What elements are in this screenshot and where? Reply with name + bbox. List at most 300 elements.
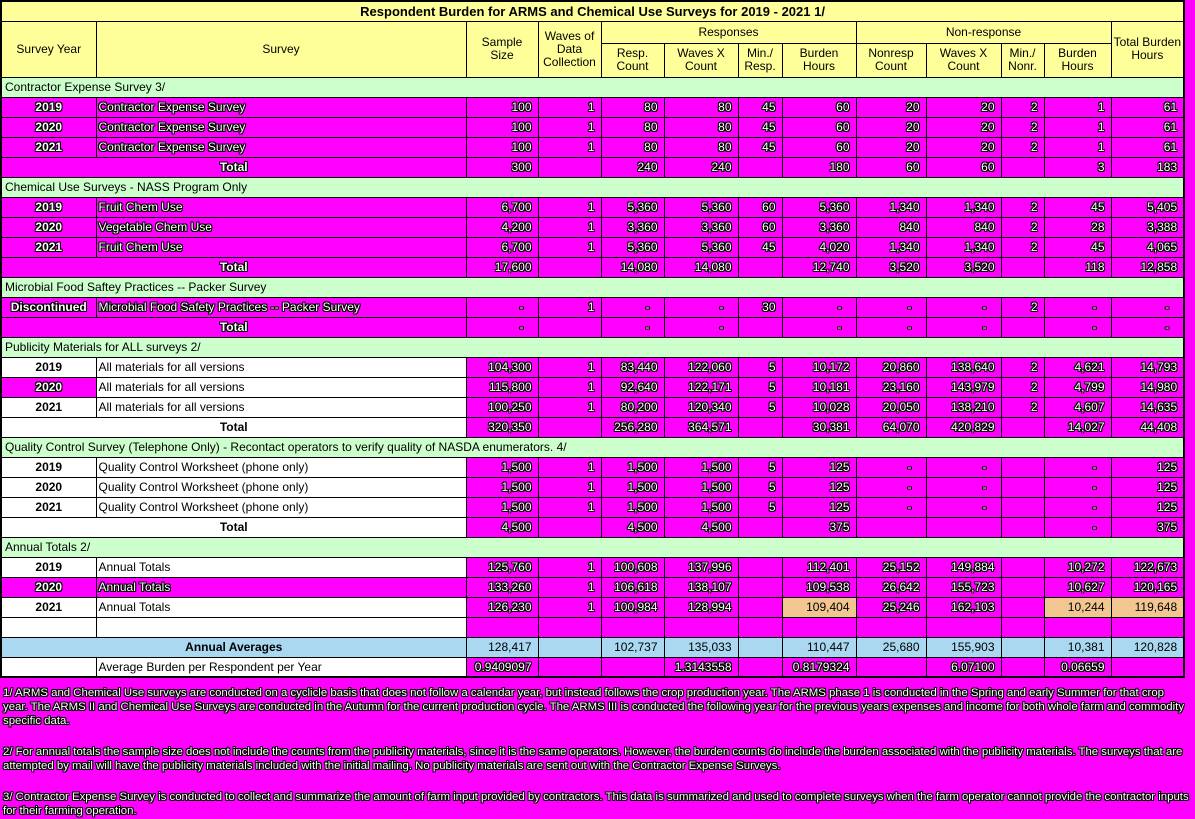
value-cell[interactable]	[1044, 617, 1111, 637]
value-cell[interactable]: 100,608	[601, 557, 664, 577]
value-cell[interactable]: 1	[538, 457, 601, 477]
col-header-resp-count[interactable]: Resp. Count	[601, 43, 664, 77]
value-cell[interactable]: 3,520	[926, 257, 1001, 277]
value-cell[interactable]: 60	[738, 197, 782, 217]
value-cell[interactable]: 126,230	[466, 597, 538, 617]
value-cell[interactable]: -	[664, 317, 738, 337]
value-cell[interactable]: 122,171	[664, 377, 738, 397]
value-cell[interactable]: -	[926, 457, 1001, 477]
value-cell[interactable]: 125	[782, 457, 856, 477]
value-cell[interactable]	[538, 317, 601, 337]
value-cell[interactable]: 122,673	[1111, 557, 1184, 577]
value-cell[interactable]	[538, 657, 601, 677]
value-cell[interactable]	[538, 637, 601, 657]
value-cell[interactable]	[738, 577, 782, 597]
value-cell[interactable]: 5,405	[1111, 197, 1184, 217]
value-cell[interactable]: 125,760	[466, 557, 538, 577]
value-cell[interactable]: 1	[538, 117, 601, 137]
value-cell[interactable]: 122,060	[664, 357, 738, 377]
value-cell[interactable]: 100,984	[601, 597, 664, 617]
total-label-cell[interactable]: Total	[1, 157, 466, 177]
value-cell[interactable]	[466, 617, 538, 637]
value-cell[interactable]	[1111, 617, 1184, 637]
value-cell[interactable]: 100	[466, 137, 538, 157]
value-cell[interactable]	[538, 257, 601, 277]
value-cell[interactable]: -	[856, 457, 926, 477]
value-cell[interactable]: -	[466, 317, 538, 337]
value-cell[interactable]: 80	[664, 137, 738, 157]
value-cell[interactable]	[782, 617, 856, 637]
value-cell[interactable]: -	[926, 497, 1001, 517]
value-cell[interactable]: 118	[1044, 257, 1111, 277]
value-cell[interactable]: 1	[538, 217, 601, 237]
value-cell[interactable]: 125	[782, 497, 856, 517]
value-cell[interactable]	[1001, 257, 1044, 277]
survey-cell[interactable]: Annual Totals	[96, 597, 466, 617]
value-cell[interactable]: 80	[601, 137, 664, 157]
survey-cell[interactable]: Quality Control Worksheet (phone only)	[96, 477, 466, 497]
value-cell[interactable]: 137,996	[664, 557, 738, 577]
value-cell[interactable]	[738, 657, 782, 677]
value-cell[interactable]: 25,246	[856, 597, 926, 617]
value-cell[interactable]: 4,500	[664, 517, 738, 537]
value-cell[interactable]: 3,360	[664, 217, 738, 237]
value-cell[interactable]: 14,980	[1111, 377, 1184, 397]
year-cell[interactable]: 2019	[1, 97, 96, 117]
year-cell[interactable]: 2019	[1, 357, 96, 377]
value-cell[interactable]	[1001, 157, 1044, 177]
value-cell[interactable]: 106,618	[601, 577, 664, 597]
value-cell[interactable]: 12,740	[782, 257, 856, 277]
year-cell[interactable]: 2020	[1, 117, 96, 137]
col-header-total-burden[interactable]: Total Burden Hours	[1111, 21, 1184, 77]
section-header[interactable]: Contractor Expense Survey 3/	[1, 77, 1184, 97]
value-cell[interactable]: 1,340	[856, 197, 926, 217]
value-cell[interactable]: 110,447	[782, 637, 856, 657]
value-cell[interactable]: 14,080	[601, 257, 664, 277]
col-header-nonresp-count[interactable]: Nonresp Count	[856, 43, 926, 77]
value-cell[interactable]: 23,160	[856, 377, 926, 397]
value-cell[interactable]: 1	[538, 377, 601, 397]
value-cell[interactable]: 125	[782, 477, 856, 497]
section-header[interactable]: Chemical Use Surveys - NASS Program Only	[1, 177, 1184, 197]
value-cell[interactable]: 1	[538, 237, 601, 257]
section-header[interactable]: Publicity Materials for ALL surveys 2/	[1, 337, 1184, 357]
value-cell[interactable]: 45	[738, 97, 782, 117]
value-cell[interactable]	[738, 557, 782, 577]
value-cell[interactable]: 17,600	[466, 257, 538, 277]
col-header-nonresp-burden-hours[interactable]: Burden Hours	[1044, 43, 1111, 77]
value-cell[interactable]: 10,028	[782, 397, 856, 417]
value-cell[interactable]: 3,360	[782, 217, 856, 237]
value-cell[interactable]: 115,800	[466, 377, 538, 397]
value-cell[interactable]: 119,648	[1111, 597, 1184, 617]
col-group-nonresponse[interactable]: Non-response	[856, 21, 1111, 43]
value-cell[interactable]: 20	[856, 137, 926, 157]
value-cell[interactable]: 100,250	[466, 397, 538, 417]
survey-cell[interactable]	[96, 617, 466, 637]
value-cell[interactable]: 138,107	[664, 577, 738, 597]
value-cell[interactable]: 45	[738, 237, 782, 257]
value-cell[interactable]: 80	[601, 97, 664, 117]
value-cell[interactable]: 10,381	[1044, 637, 1111, 657]
value-cell[interactable]: 1.3143558	[664, 657, 738, 677]
section-header[interactable]: Quality Control Survey (Telephone Only) - Recontact operators to verify quality of NASDA enumerators. 4/	[1, 437, 1184, 457]
value-cell[interactable]: 1	[538, 497, 601, 517]
value-cell[interactable]: 138,640	[926, 357, 1001, 377]
value-cell[interactable]: 1	[538, 557, 601, 577]
survey-cell[interactable]: Annual Totals	[96, 557, 466, 577]
value-cell[interactable]: 60	[738, 217, 782, 237]
year-cell[interactable]: 2021	[1, 137, 96, 157]
value-cell[interactable]: 320,350	[466, 417, 538, 437]
value-cell[interactable]: 2	[1001, 137, 1044, 157]
year-cell[interactable]: 2019	[1, 197, 96, 217]
value-cell[interactable]: -	[601, 297, 664, 317]
year-cell[interactable]: 2021	[1, 497, 96, 517]
value-cell[interactable]	[1001, 637, 1044, 657]
value-cell[interactable]	[1001, 457, 1044, 477]
value-cell[interactable]	[856, 517, 926, 537]
value-cell[interactable]: -	[1111, 317, 1184, 337]
col-header-survey[interactable]: Survey	[96, 21, 466, 77]
value-cell[interactable]: 26,642	[856, 577, 926, 597]
value-cell[interactable]: 20	[856, 97, 926, 117]
year-cell[interactable]: 2019	[1, 557, 96, 577]
value-cell[interactable]: 3,388	[1111, 217, 1184, 237]
value-cell[interactable]: 4,500	[466, 517, 538, 537]
value-cell[interactable]: 5	[738, 377, 782, 397]
year-cell[interactable]: 2021	[1, 237, 96, 257]
value-cell[interactable]	[738, 517, 782, 537]
value-cell[interactable]: 138,210	[926, 397, 1001, 417]
value-cell[interactable]: 10,244	[1044, 597, 1111, 617]
col-header-sample-size[interactable]: Sample Size	[466, 21, 538, 77]
value-cell[interactable]	[1001, 477, 1044, 497]
value-cell[interactable]: 4,200	[466, 217, 538, 237]
value-cell[interactable]: 14,080	[664, 257, 738, 277]
survey-cell[interactable]: Quality Control Worksheet (phone only)	[96, 497, 466, 517]
value-cell[interactable]: 45	[738, 117, 782, 137]
year-cell[interactable]: 2020	[1, 377, 96, 397]
value-cell[interactable]: -	[782, 297, 856, 317]
value-cell[interactable]: 109,404	[782, 597, 856, 617]
value-cell[interactable]: 80	[664, 97, 738, 117]
col-header-min-resp[interactable]: Min./ Resp.	[738, 43, 782, 77]
survey-cell[interactable]: Quality Control Worksheet (phone only)	[96, 457, 466, 477]
value-cell[interactable]: 149,884	[926, 557, 1001, 577]
value-cell[interactable]: 1,500	[466, 457, 538, 477]
value-cell[interactable]: 420,829	[926, 417, 1001, 437]
year-cell[interactable]: 2019	[1, 457, 96, 477]
value-cell[interactable]: 3,360	[601, 217, 664, 237]
year-cell[interactable]: 2020	[1, 577, 96, 597]
survey-cell[interactable]: Annual Totals	[96, 577, 466, 597]
value-cell[interactable]: 2	[1001, 397, 1044, 417]
survey-cell[interactable]: Vegetable Chem Use	[96, 217, 466, 237]
value-cell[interactable]: 1,500	[601, 497, 664, 517]
value-cell[interactable]: 30,381	[782, 417, 856, 437]
value-cell[interactable]	[664, 617, 738, 637]
value-cell[interactable]: 5	[738, 357, 782, 377]
value-cell[interactable]: 1	[538, 577, 601, 597]
value-cell[interactable]: 5,360	[601, 237, 664, 257]
value-cell[interactable]: 2	[1001, 97, 1044, 117]
total-label-cell[interactable]: Total	[1, 257, 466, 277]
value-cell[interactable]	[1001, 657, 1044, 677]
value-cell[interactable]: 60	[856, 157, 926, 177]
value-cell[interactable]: -	[926, 317, 1001, 337]
value-cell[interactable]: 4,607	[1044, 397, 1111, 417]
value-cell[interactable]: -	[1044, 317, 1111, 337]
value-cell[interactable]: -	[856, 317, 926, 337]
value-cell[interactable]: 20	[856, 117, 926, 137]
value-cell[interactable]: 155,903	[926, 637, 1001, 657]
survey-cell[interactable]: All materials for all versions	[96, 377, 466, 397]
value-cell[interactable]: 10,627	[1044, 577, 1111, 597]
value-cell[interactable]: 128,417	[466, 637, 538, 657]
value-cell[interactable]: -	[856, 477, 926, 497]
value-cell[interactable]: 10,172	[782, 357, 856, 377]
value-cell[interactable]: 1,500	[601, 477, 664, 497]
value-cell[interactable]: 120,828	[1111, 637, 1184, 657]
value-cell[interactable]: 4,799	[1044, 377, 1111, 397]
value-cell[interactable]: 143,979	[926, 377, 1001, 397]
survey-cell[interactable]: Fruit Chem Use	[96, 237, 466, 257]
year-cell[interactable]	[1, 617, 96, 637]
value-cell[interactable]: 1,500	[466, 477, 538, 497]
value-cell[interactable]	[1001, 417, 1044, 437]
value-cell[interactable]: 3	[1044, 157, 1111, 177]
value-cell[interactable]: 840	[856, 217, 926, 237]
value-cell[interactable]	[738, 157, 782, 177]
value-cell[interactable]	[1001, 317, 1044, 337]
value-cell[interactable]	[1001, 517, 1044, 537]
value-cell[interactable]: 25,680	[856, 637, 926, 657]
value-cell[interactable]: -	[1044, 297, 1111, 317]
value-cell[interactable]	[538, 517, 601, 537]
value-cell[interactable]: -	[1111, 297, 1184, 317]
value-cell[interactable]: -	[466, 297, 538, 317]
value-cell[interactable]: 0.06659	[1044, 657, 1111, 677]
value-cell[interactable]: 61	[1111, 137, 1184, 157]
survey-cell[interactable]: All materials for all versions	[96, 397, 466, 417]
value-cell[interactable]: 45	[1044, 197, 1111, 217]
value-cell[interactable]: 155,723	[926, 577, 1001, 597]
survey-cell[interactable]: Contractor Expense Survey	[96, 117, 466, 137]
value-cell[interactable]: 14,635	[1111, 397, 1184, 417]
value-cell[interactable]: 60	[926, 157, 1001, 177]
value-cell[interactable]: 364,571	[664, 417, 738, 437]
value-cell[interactable]: -	[664, 297, 738, 317]
value-cell[interactable]: 1	[538, 597, 601, 617]
value-cell[interactable]: 6,700	[466, 237, 538, 257]
value-cell[interactable]: 0.9409097	[466, 657, 538, 677]
value-cell[interactable]: 1	[538, 97, 601, 117]
value-cell[interactable]: 1,340	[856, 237, 926, 257]
survey-cell[interactable]: Contractor Expense Survey	[96, 137, 466, 157]
value-cell[interactable]: -	[1044, 497, 1111, 517]
total-label-cell[interactable]: Total	[1, 317, 466, 337]
value-cell[interactable]	[738, 597, 782, 617]
value-cell[interactable]: -	[1044, 477, 1111, 497]
value-cell[interactable]: 80	[601, 117, 664, 137]
value-cell[interactable]: 5,360	[664, 197, 738, 217]
value-cell[interactable]: 133,260	[466, 577, 538, 597]
value-cell[interactable]	[538, 617, 601, 637]
value-cell[interactable]: 3,520	[856, 257, 926, 277]
value-cell[interactable]	[738, 637, 782, 657]
value-cell[interactable]	[738, 417, 782, 437]
value-cell[interactable]	[601, 657, 664, 677]
value-cell[interactable]: 30	[738, 297, 782, 317]
value-cell[interactable]: 100	[466, 117, 538, 137]
value-cell[interactable]	[738, 317, 782, 337]
value-cell[interactable]: 1,340	[926, 197, 1001, 217]
value-cell[interactable]: 5	[738, 397, 782, 417]
value-cell[interactable]: 135,033	[664, 637, 738, 657]
value-cell[interactable]: 64,070	[856, 417, 926, 437]
value-cell[interactable]: 60	[782, 117, 856, 137]
value-cell[interactable]: 10,181	[782, 377, 856, 397]
value-cell[interactable]	[926, 617, 1001, 637]
value-cell[interactable]: 20,050	[856, 397, 926, 417]
value-cell[interactable]: -	[1044, 457, 1111, 477]
value-cell[interactable]: 375	[1111, 517, 1184, 537]
value-cell[interactable]: 12,858	[1111, 257, 1184, 277]
value-cell[interactable]: 2	[1001, 297, 1044, 317]
col-group-responses[interactable]: Responses	[601, 21, 856, 43]
col-header-waves[interactable]: Waves of Data Collection	[538, 21, 601, 77]
value-cell[interactable]: -	[601, 317, 664, 337]
survey-cell[interactable]: Fruit Chem Use	[96, 197, 466, 217]
value-cell[interactable]: 183	[1111, 157, 1184, 177]
value-cell[interactable]: 28	[1044, 217, 1111, 237]
value-cell[interactable]: 240	[664, 157, 738, 177]
value-cell[interactable]: 1	[538, 477, 601, 497]
value-cell[interactable]	[538, 157, 601, 177]
value-cell[interactable]: 5	[738, 457, 782, 477]
value-cell[interactable]: 60	[782, 137, 856, 157]
value-cell[interactable]: 125	[1111, 477, 1184, 497]
value-cell[interactable]: 5,360	[782, 197, 856, 217]
value-cell[interactable]: 104,300	[466, 357, 538, 377]
value-cell[interactable]: -	[856, 497, 926, 517]
value-cell[interactable]: 120,165	[1111, 577, 1184, 597]
total-label-cell[interactable]: Total	[1, 517, 466, 537]
value-cell[interactable]: 128,994	[664, 597, 738, 617]
value-cell[interactable]	[738, 257, 782, 277]
value-cell[interactable]: 5,360	[601, 197, 664, 217]
section-header[interactable]: Microbial Food Saftey Practices -- Packer Survey	[1, 277, 1184, 297]
value-cell[interactable]	[1001, 577, 1044, 597]
value-cell[interactable]: 2	[1001, 357, 1044, 377]
value-cell[interactable]: 4,065	[1111, 237, 1184, 257]
value-cell[interactable]: 20	[926, 117, 1001, 137]
value-cell[interactable]: 0.8179324	[782, 657, 856, 677]
value-cell[interactable]	[601, 617, 664, 637]
value-cell[interactable]: 1	[1044, 117, 1111, 137]
value-cell[interactable]	[856, 617, 926, 637]
value-cell[interactable]	[738, 617, 782, 637]
value-cell[interactable]: 1,340	[926, 237, 1001, 257]
value-cell[interactable]: 112,401	[782, 557, 856, 577]
value-cell[interactable]: 80	[664, 117, 738, 137]
survey-cell[interactable]: Contractor Expense Survey	[96, 97, 466, 117]
value-cell[interactable]	[1001, 597, 1044, 617]
value-cell[interactable]: 80,200	[601, 397, 664, 417]
value-cell[interactable]: 240	[601, 157, 664, 177]
value-cell[interactable]: 1,500	[466, 497, 538, 517]
value-cell[interactable]: 2	[1001, 377, 1044, 397]
value-cell[interactable]: 60	[782, 97, 856, 117]
year-cell[interactable]: Discontinued	[1, 297, 96, 317]
value-cell[interactable]: 4,020	[782, 237, 856, 257]
value-cell[interactable]: 25,152	[856, 557, 926, 577]
value-cell[interactable]: -	[1044, 517, 1111, 537]
year-cell[interactable]: 2020	[1, 477, 96, 497]
value-cell[interactable]: 1	[538, 137, 601, 157]
col-header-resp-waves-x-count[interactable]: Waves X Count	[664, 43, 738, 77]
value-cell[interactable]: 45	[738, 137, 782, 157]
value-cell[interactable]: 840	[926, 217, 1001, 237]
value-cell[interactable]: 1	[1044, 137, 1111, 157]
col-header-resp-burden-hours[interactable]: Burden Hours	[782, 43, 856, 77]
value-cell[interactable]: 2	[1001, 117, 1044, 137]
value-cell[interactable]	[926, 517, 1001, 537]
value-cell[interactable]: 6,700	[466, 197, 538, 217]
value-cell[interactable]: 125	[1111, 457, 1184, 477]
section-header[interactable]: Annual Totals 2/	[1, 537, 1184, 557]
value-cell[interactable]: 1	[538, 197, 601, 217]
value-cell[interactable]: 61	[1111, 97, 1184, 117]
value-cell[interactable]: 1	[538, 297, 601, 317]
year-cell[interactable]: 2021	[1, 397, 96, 417]
total-label-cell[interactable]: Annual Averages	[1, 637, 466, 657]
value-cell[interactable]: 20	[926, 97, 1001, 117]
value-cell[interactable]: 44,408	[1111, 417, 1184, 437]
value-cell[interactable]: -	[856, 297, 926, 317]
value-cell[interactable]	[1111, 657, 1184, 677]
value-cell[interactable]: 125	[1111, 497, 1184, 517]
value-cell[interactable]: 83,440	[601, 357, 664, 377]
value-cell[interactable]: 1	[1044, 97, 1111, 117]
col-header-nonresp-waves-x-count[interactable]: Waves X Count	[926, 43, 1001, 77]
total-label-cell[interactable]: Total	[1, 417, 466, 437]
value-cell[interactable]: 5,360	[664, 237, 738, 257]
value-cell[interactable]	[1001, 497, 1044, 517]
value-cell[interactable]: 1,500	[601, 457, 664, 477]
survey-cell[interactable]: Average Burden per Respondent per Year	[96, 657, 466, 677]
value-cell[interactable]: 6.07100	[926, 657, 1001, 677]
value-cell[interactable]: 4,621	[1044, 357, 1111, 377]
value-cell[interactable]: 109,538	[782, 577, 856, 597]
value-cell[interactable]: 5	[738, 497, 782, 517]
value-cell[interactable]: 1	[538, 357, 601, 377]
value-cell[interactable]: 2	[1001, 217, 1044, 237]
value-cell[interactable]: 4,500	[601, 517, 664, 537]
value-cell[interactable]: 300	[466, 157, 538, 177]
value-cell[interactable]: 375	[782, 517, 856, 537]
value-cell[interactable]: -	[926, 297, 1001, 317]
value-cell[interactable]: 5	[738, 477, 782, 497]
value-cell[interactable]: 14,793	[1111, 357, 1184, 377]
value-cell[interactable]: 1,500	[664, 477, 738, 497]
value-cell[interactable]: 20	[926, 137, 1001, 157]
value-cell[interactable]: 2	[1001, 237, 1044, 257]
value-cell[interactable]: 14,027	[1044, 417, 1111, 437]
value-cell[interactable]: -	[782, 317, 856, 337]
